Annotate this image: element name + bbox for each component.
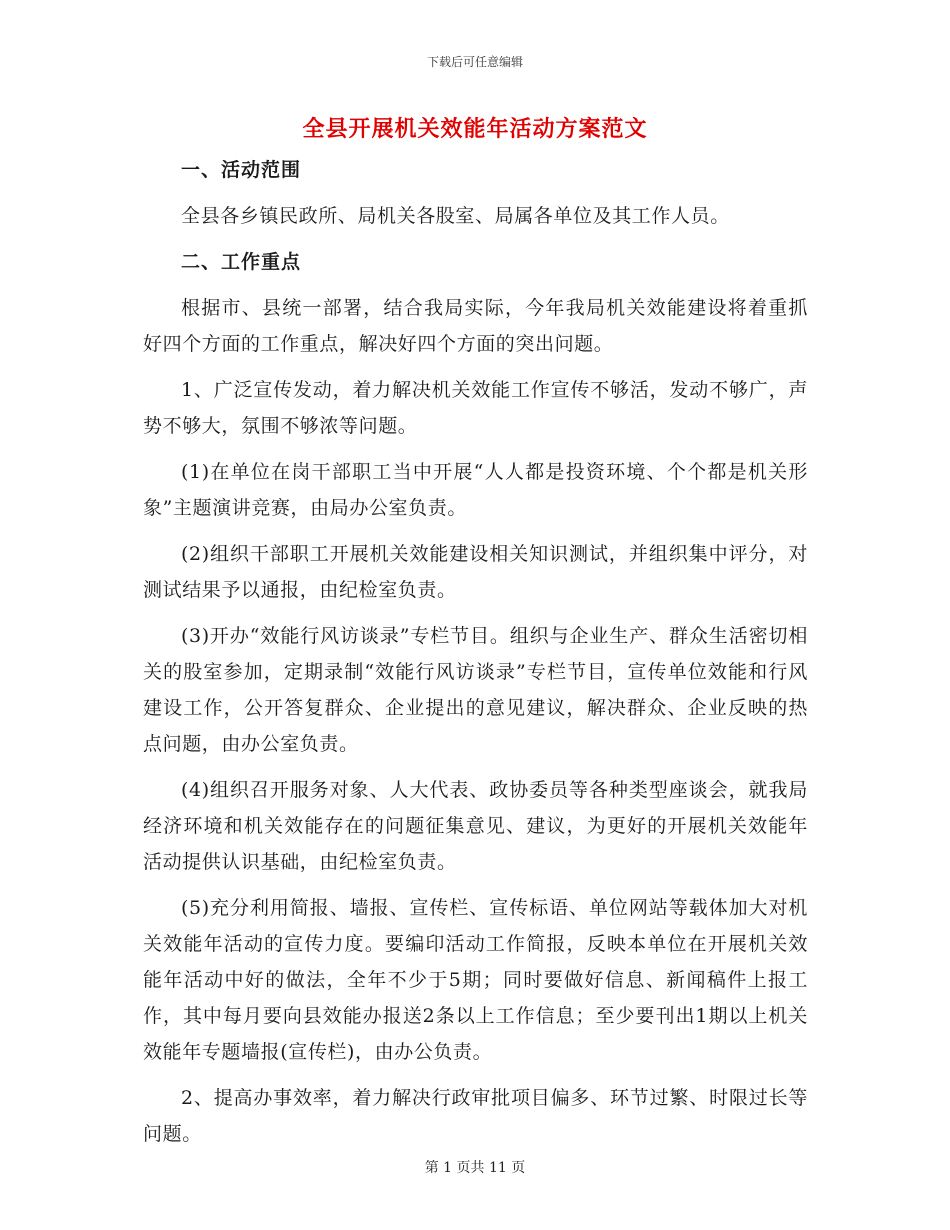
paragraph-subitem-1: (1)在单位在岗干部职工当中开展“人人都是投资环境、个个都是机关形象”主题演讲竞赛，由局办公室负责。 (143, 461, 808, 519)
section-heading-focus: 二、工作重点 (181, 251, 302, 273)
paragraph-intro: 根据市、县统一部署，结合我局实际，今年我局机关效能建设将着重抓好四个方面的工作重点，解决好四个方面的突出问题。 (143, 297, 808, 355)
document-title: 全县开展机关效能年活动方案范文 (302, 116, 648, 142)
section-heading-scope: 一、活动范围 (181, 159, 302, 181)
paragraph-subitem-3: (3)开办“效能行风访谈录”专栏节目。组织与企业生产、群众生活密切相关的股室参加，定期录制“效能行风访谈录”专栏节目，宣传单位效能和行风建设工作，公开答复群众、企业提出的意见建议，解决群众、企业反映的热点问题，由办公室负责。 (143, 625, 808, 755)
paragraph-scope: 全县各乡镇民政所、局机关各股室、局属各单位及其工作人员。 (181, 205, 730, 227)
paragraph-subitem-5: (5)充分利用简报、墙报、宣传栏、宣传标语、单位网站等载体加大对机关效能年活动的宣传力度。要编印活动工作简报，反映本单位在开展机关效能年活动中好的做法，全年不少于5期；同时要做好信息、新闻稿件上报工作，其中每月要向县效能办报送2条以上工作信息；至少要刊出1期以上机关效能年专题墙报(宣传栏)，由办公负责。 (143, 897, 808, 1063)
paragraph-item-2: 2、提高办事效率，着力解决行政审批项目偏多、环节过繁、时限过长等问题。 (143, 1087, 808, 1145)
page-number: 第 1 页共 11 页 (424, 1160, 526, 1176)
paragraph-subitem-4: (4)组织召开服务对象、人大代表、政协委员等各种类型座谈会，就我局经济环境和机关效能存在的问题征集意见、建议，为更好的开展机关效能年活动提供认识基础，由纪检室负责。 (143, 779, 808, 873)
paragraph-subitem-2: (2)组织干部职工开展机关效能建设相关知识测试，并组织集中评分，对测试结果予以通报，由纪检室负责。 (143, 543, 808, 601)
page-header-note: 下载后可任意编辑 (426, 55, 523, 69)
paragraph-item-1: 1、广泛宣传发动，着力解决机关效能工作宣传不够活，发动不够广，声势不够大，氛围不够浓等问题。 (143, 379, 808, 437)
document-body (143, 152, 808, 1162)
